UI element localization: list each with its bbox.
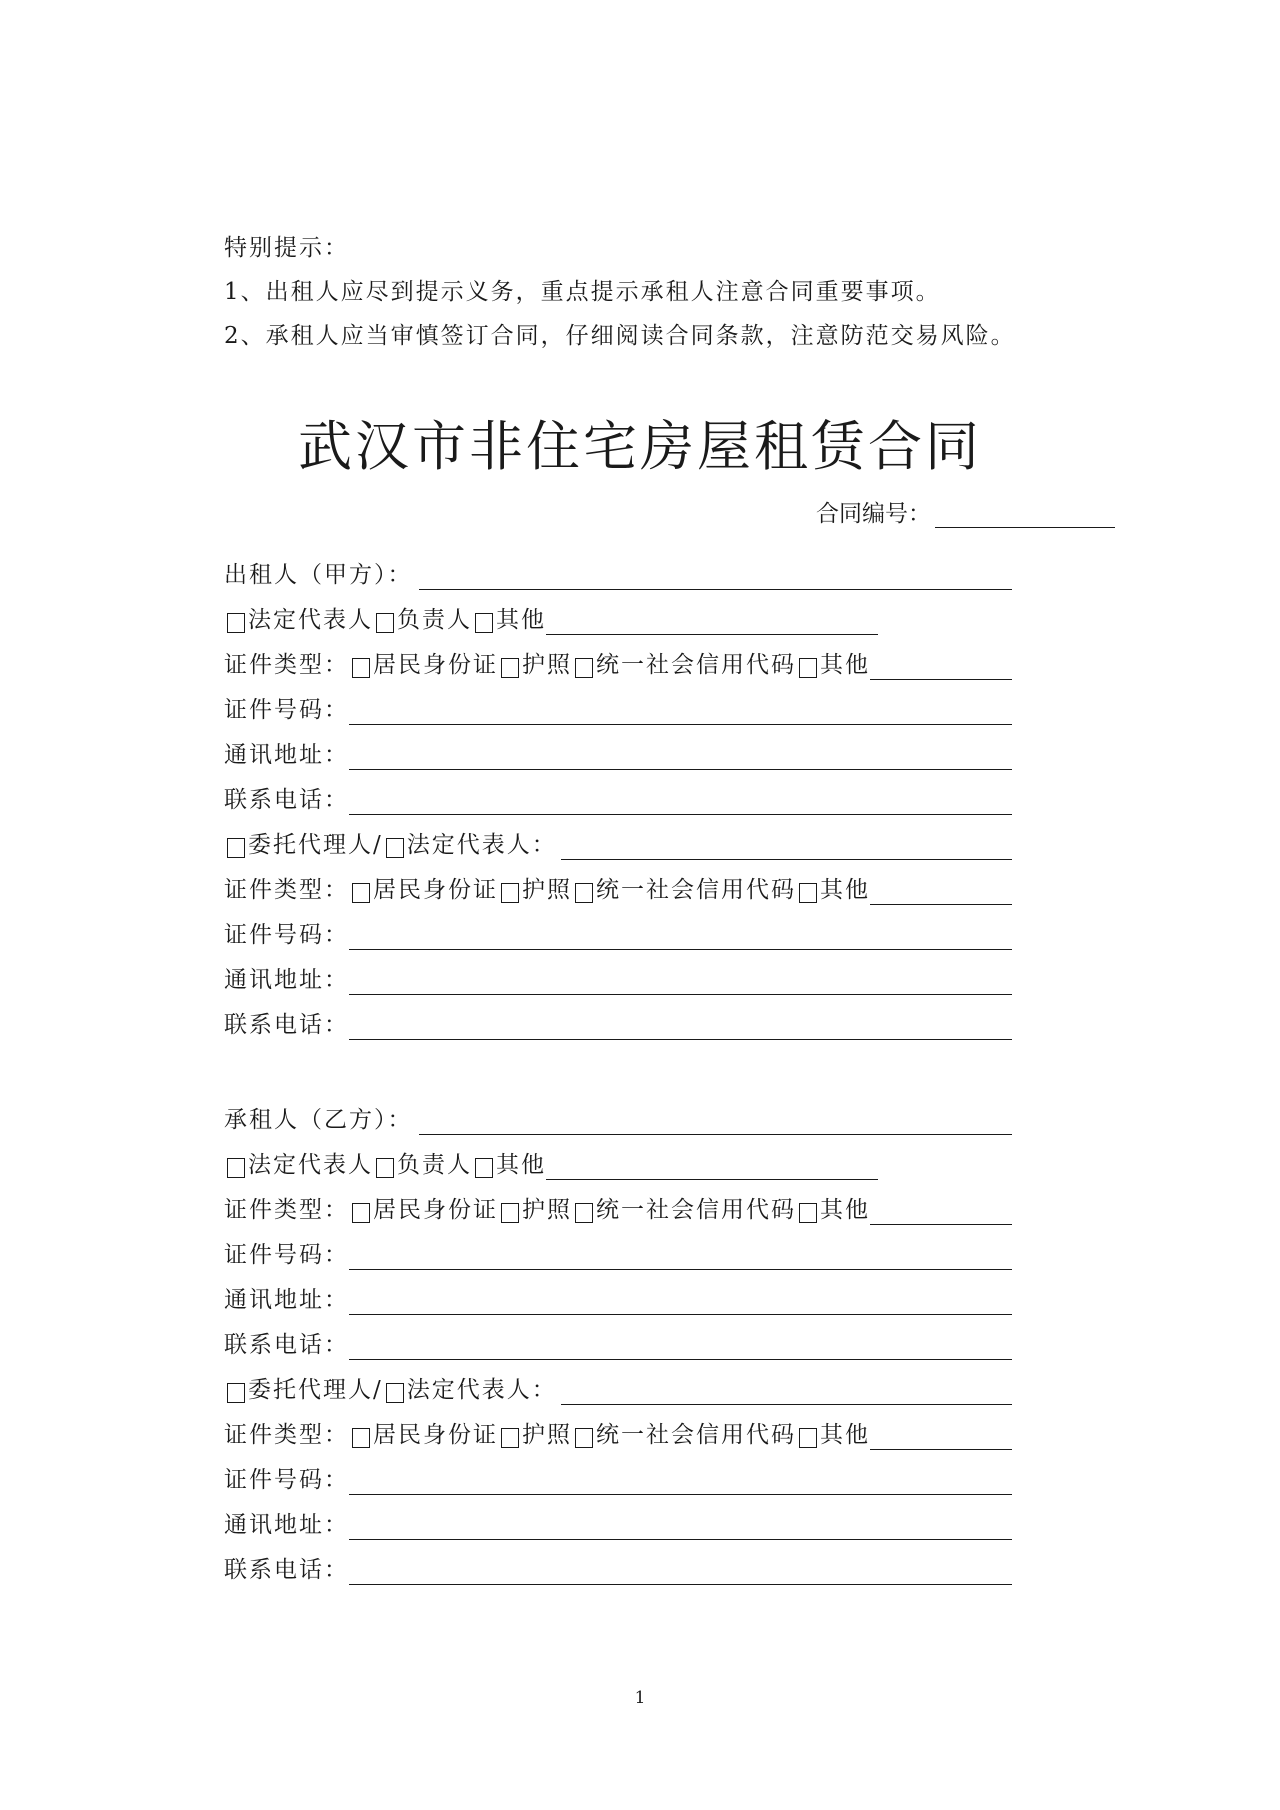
notice-item: 2、承租人应当审慎签订合同，仔细阅读合同条款，注意防范交易风险。	[224, 323, 1016, 349]
checkbox-label: 委托代理人/	[248, 832, 383, 858]
address-row	[224, 950, 1012, 995]
checkbox-label: 法定代表人：	[406, 1377, 557, 1403]
party-row	[224, 1090, 1012, 1135]
checkbox[interactable]	[227, 838, 245, 858]
checkbox-label: 统一社会信用代码	[596, 877, 796, 903]
address-label: 通讯地址：	[224, 967, 349, 993]
id-type-label: 证件类型：	[224, 1422, 349, 1448]
checkbox-label: 法定代表人：	[406, 832, 557, 858]
id-no-field[interactable]	[349, 1466, 1012, 1495]
checkbox-label: 负责人	[397, 607, 472, 633]
checkbox-label: 法定代表人	[248, 1152, 373, 1178]
address-label: 通讯地址：	[224, 742, 349, 768]
id-no-label: 证件号码：	[224, 922, 349, 948]
phone-label: 联系电话：	[224, 1557, 349, 1583]
agent-row	[224, 1360, 1012, 1405]
address-field[interactable]	[349, 1511, 1012, 1540]
id-type-row	[224, 1405, 1012, 1450]
id-no-row	[224, 680, 1012, 725]
party-name-field[interactable]	[419, 561, 1013, 590]
notice-heading: 特别提示：	[224, 235, 349, 261]
checkbox[interactable]	[386, 1383, 404, 1403]
contract-number-label: 合同编号：	[816, 501, 931, 527]
phone-row	[224, 770, 1012, 815]
checkbox-label: 护照	[522, 652, 572, 678]
address-field[interactable]	[349, 1286, 1012, 1315]
address-row	[224, 1270, 1012, 1315]
rep-name-field[interactable]	[546, 606, 878, 635]
checkbox-label: 护照	[522, 1197, 572, 1223]
checkbox[interactable]	[575, 1428, 593, 1448]
checkbox[interactable]	[227, 613, 245, 633]
phone-row	[224, 1315, 1012, 1360]
rep-name-field[interactable]	[546, 1151, 878, 1180]
checkbox-label: 居民身份证	[373, 1422, 498, 1448]
checkbox-label: 其他	[496, 607, 546, 633]
contract-number-field[interactable]	[935, 499, 1115, 528]
checkbox-label: 统一社会信用代码	[596, 1422, 796, 1448]
checkbox-label: 护照	[522, 877, 572, 903]
lessor-section	[224, 545, 1012, 1040]
checkbox[interactable]	[352, 1428, 370, 1448]
checkbox[interactable]	[799, 1203, 817, 1223]
checkbox[interactable]	[501, 1203, 519, 1223]
checkbox[interactable]	[575, 1203, 593, 1223]
checkbox[interactable]	[376, 1158, 394, 1178]
special-notice	[224, 226, 1016, 358]
checkbox-label: 护照	[522, 1422, 572, 1448]
checkbox-label: 其他	[496, 1152, 546, 1178]
id-type-row	[224, 1180, 1012, 1225]
phone-row	[224, 995, 1012, 1040]
checkbox[interactable]	[352, 658, 370, 678]
id-no-field[interactable]	[349, 1241, 1012, 1270]
checkbox[interactable]	[376, 613, 394, 633]
checkbox[interactable]	[501, 658, 519, 678]
checkbox[interactable]	[799, 883, 817, 903]
rep-row	[224, 590, 1012, 635]
id-no-row	[224, 1450, 1012, 1495]
checkbox[interactable]	[501, 883, 519, 903]
address-label: 通讯地址：	[224, 1287, 349, 1313]
id-type-other-field[interactable]	[870, 876, 1012, 905]
party-label: 出租人（甲方）：	[224, 562, 413, 588]
id-type-label: 证件类型：	[224, 877, 349, 903]
checkbox-label: 居民身份证	[373, 877, 498, 903]
phone-field[interactable]	[349, 786, 1012, 815]
checkbox-label: 法定代表人	[248, 607, 373, 633]
page-number: 1	[634, 1688, 646, 1708]
phone-field[interactable]	[349, 1331, 1012, 1360]
page-title: 武汉市非住宅房屋租赁合同	[298, 415, 982, 478]
phone-label: 联系电话：	[224, 1012, 349, 1038]
id-type-other-field[interactable]	[870, 1421, 1012, 1450]
id-no-field[interactable]	[349, 921, 1012, 950]
notice-item: 1、出租人应尽到提示义务，重点提示承租人注意合同重要事项。	[224, 279, 941, 305]
checkbox[interactable]	[475, 1158, 493, 1178]
checkbox-label: 统一社会信用代码	[596, 1197, 796, 1223]
id-type-label: 证件类型：	[224, 1197, 349, 1223]
id-type-label: 证件类型：	[224, 652, 349, 678]
checkbox-label: 居民身份证	[373, 652, 498, 678]
id-type-row	[224, 635, 1012, 680]
checkbox-label: 其他	[820, 1197, 870, 1223]
checkbox-label: 其他	[820, 1422, 870, 1448]
id-type-row	[224, 860, 1012, 905]
party-label: 承租人（乙方）：	[224, 1107, 413, 1133]
contract-number	[816, 495, 1115, 528]
checkbox-label: 负责人	[397, 1152, 472, 1178]
checkbox[interactable]	[575, 883, 593, 903]
phone-label: 联系电话：	[224, 1332, 349, 1358]
checkbox[interactable]	[799, 1428, 817, 1448]
checkbox[interactable]	[501, 1428, 519, 1448]
address-field[interactable]	[349, 966, 1012, 995]
checkbox[interactable]	[227, 1383, 245, 1403]
checkbox[interactable]	[352, 883, 370, 903]
checkbox[interactable]	[799, 658, 817, 678]
checkbox[interactable]	[352, 1203, 370, 1223]
checkbox[interactable]	[386, 838, 404, 858]
checkbox-label: 委托代理人/	[248, 1377, 383, 1403]
id-no-row	[224, 905, 1012, 950]
party-row	[224, 545, 1012, 590]
phone-row	[224, 1540, 1012, 1585]
party-name-field[interactable]	[419, 1106, 1013, 1135]
checkbox[interactable]	[575, 658, 593, 678]
phone-field[interactable]	[349, 1011, 1012, 1040]
agent-name-field[interactable]	[561, 1376, 1012, 1405]
agent-row	[224, 815, 1012, 860]
phone-field[interactable]	[349, 1556, 1012, 1585]
rep-row	[224, 1135, 1012, 1180]
id-type-other-field[interactable]	[870, 1196, 1012, 1225]
address-field[interactable]	[349, 741, 1012, 770]
lessee-section	[224, 1090, 1012, 1585]
checkbox-label: 居民身份证	[373, 1197, 498, 1223]
checkbox-label: 其他	[820, 877, 870, 903]
id-no-label: 证件号码：	[224, 1467, 349, 1493]
checkbox[interactable]	[475, 613, 493, 633]
checkbox-label: 统一社会信用代码	[596, 652, 796, 678]
address-row	[224, 1495, 1012, 1540]
checkbox[interactable]	[227, 1158, 245, 1178]
id-no-label: 证件号码：	[224, 1242, 349, 1268]
agent-name-field[interactable]	[561, 831, 1012, 860]
address-label: 通讯地址：	[224, 1512, 349, 1538]
phone-label: 联系电话：	[224, 787, 349, 813]
address-row	[224, 725, 1012, 770]
id-no-row	[224, 1225, 1012, 1270]
id-type-other-field[interactable]	[870, 651, 1012, 680]
id-no-field[interactable]	[349, 696, 1012, 725]
id-no-label: 证件号码：	[224, 697, 349, 723]
checkbox-label: 其他	[820, 652, 870, 678]
